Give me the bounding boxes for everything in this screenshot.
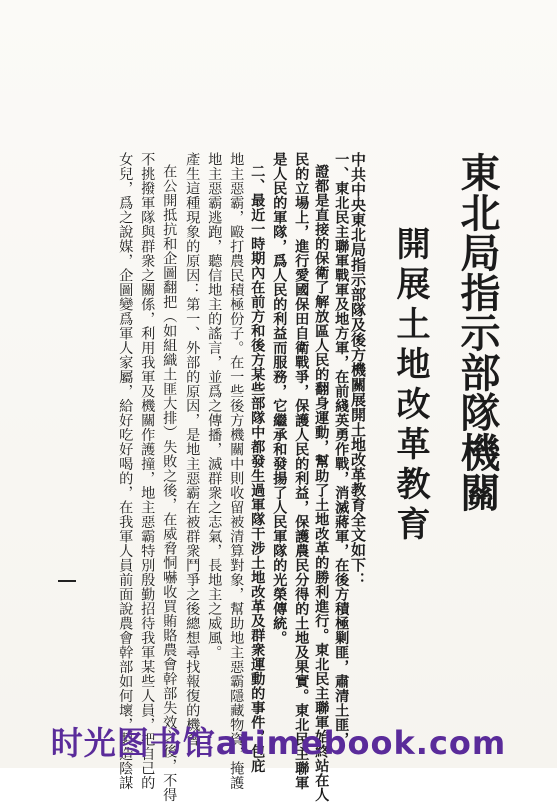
document-title: 東北局指示部隊機關: [454, 152, 501, 512]
document-subtitle: 開展土地改革教育: [390, 226, 430, 546]
body-column-9: 在公開抵抗和企圖翻把（如組織土匪大排）失敗之後，在威脅恫嚇收買賄賂農會幹部失效之後，不得: [161, 164, 178, 802]
body-column-11: 女兒，爲之說媒，企圖變爲軍人家屬，給好吃好喝的，在我軍人員前面說農會幹部如何壞，製造陰謀: [117, 152, 134, 790]
body-column-4: 是人民的軍隊，爲人民的利益而服務，它繼承和發揚了人民軍隊的光榮傳統。: [271, 152, 288, 645]
body-column-5: 二、最近一時期內在前方和後方某些部隊中都發生過軍隊干涉土地改革及群衆運動的事件，包庇: [249, 164, 266, 773]
body-column-3: 民的立場上，進行愛國保田自衛戰爭，保護人民的利益，保護農民分得的土地及果實。東北民主聯軍: [293, 152, 310, 790]
body-column-10: 不挑撥軍隊與群衆之關係，利用我軍及機關作護撞，地主惡霸特別殷勤招待我軍某些人員，把自己的: [139, 152, 156, 790]
page-number-mark: [58, 580, 76, 582]
body-column-7: 地主惡霸逃跑，聽信地主的謠言，並爲之傳播，滅群衆之志氣，長地主之威風。: [206, 152, 223, 660]
watermark: 时光图书馆atimebook.com: [50, 724, 507, 762]
body-column-8: 產生這種現象的原因：第一、外部的原因，是地主惡霸在被群衆鬥爭之後總想尋找報復的機會: [184, 152, 201, 747]
body-column-6: 地主惡霸，毆打農民積極份子。在一些後方機關中則收留被清算對象，幫助地主惡霸隱藏物資，掩護: [228, 152, 245, 790]
intro-line: 中共中央東北局指示部隊及後方機關展開土地改革教育全文如下：: [349, 152, 367, 587]
body-column-1: 一、東北民主聯軍戰軍及地方軍，在前綫英勇作戰，消滅蔣軍，在後方積極剿匪，肅清土匪，: [333, 152, 350, 747]
body-column-2: 證都是直接的保衛了解放區人民的翻身運動，幫助了土地改革的勝利進行。東北民主聯軍始終站在人: [313, 164, 330, 802]
